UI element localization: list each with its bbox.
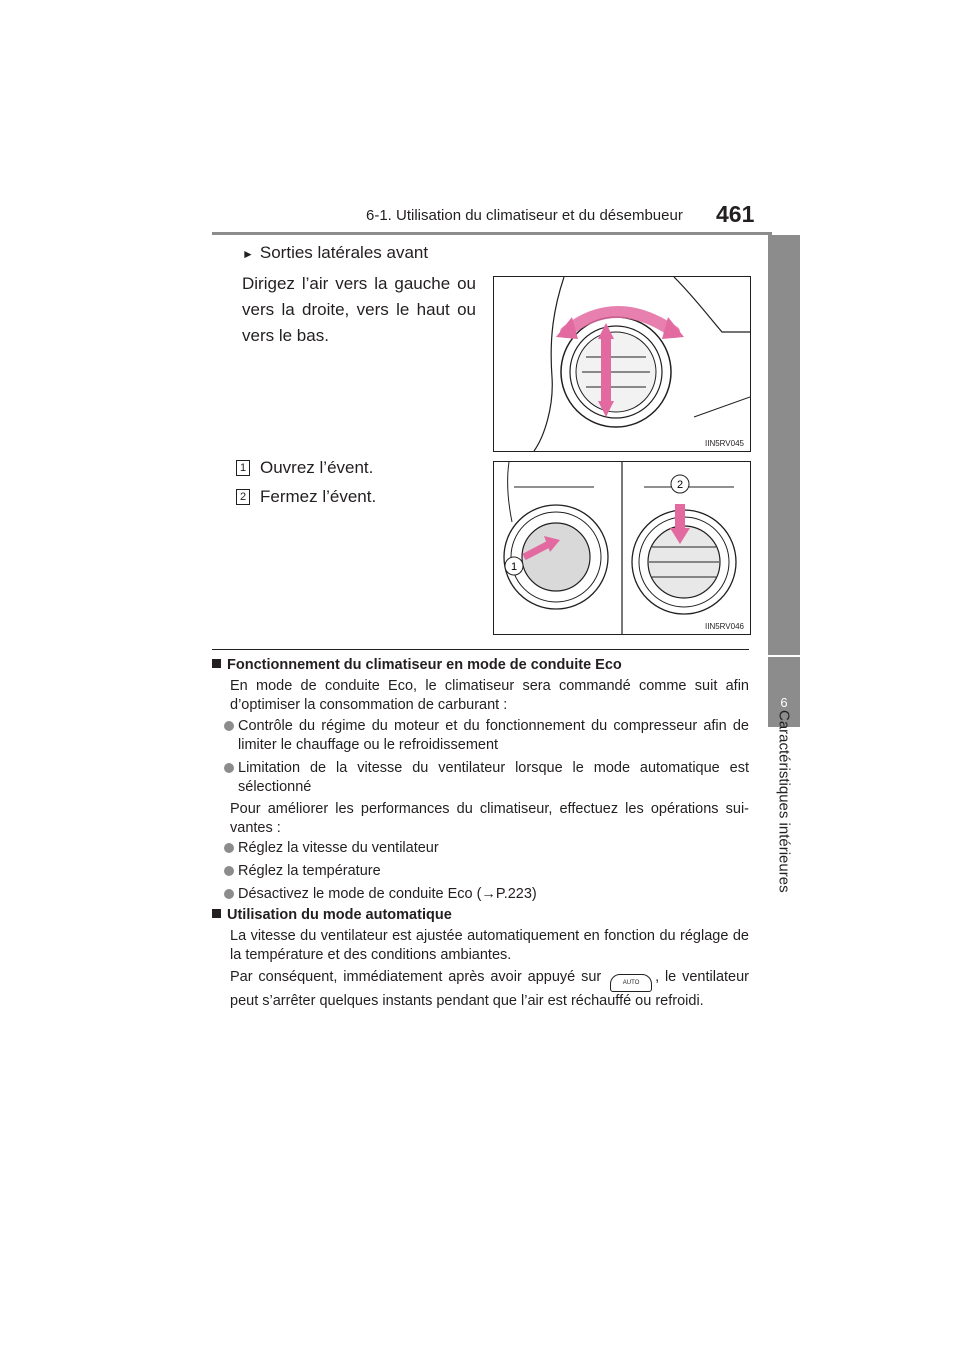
chapter-tab-label: Caractéristiques intérieures	[775, 710, 793, 893]
triangle-bullet-icon: ►	[242, 247, 254, 261]
square-bullet-icon	[212, 909, 221, 918]
chapter-tab-upper	[768, 235, 800, 655]
list-item	[214, 885, 749, 904]
step-number-box: 1	[236, 460, 250, 476]
figure-vent-direction	[493, 276, 751, 452]
auto-button-label: AUTO	[622, 980, 640, 986]
bullet-dot-icon	[224, 866, 234, 876]
heading-auto-mode	[212, 907, 452, 923]
step-number-box: 2	[236, 489, 250, 505]
auto-paragraph-2	[230, 968, 749, 1011]
eco-intro-paragraph: En mode de conduite Eco, le climatiseur sera commandé comme suit afin d’optimiser la consommation de carburant :	[230, 678, 749, 713]
list-item	[214, 839, 749, 858]
subheading-front-side-vents	[242, 243, 428, 263]
auto-paragraph-2-after: , le ventilateur peut s’arrêter quelques instants pendant que l’air est réchauffé ou refroidi.	[230, 969, 749, 1009]
auto-paragraph-2-before: Par conséquent, immédiatement après avoir appuyé sur	[230, 969, 602, 985]
header-divider	[212, 232, 772, 235]
list-item	[214, 717, 749, 755]
step-text: Fermez l’évent.	[260, 487, 377, 506]
callout-2: 2	[676, 479, 684, 491]
bullet-text: Limitation de la vitesse du ventilateur lorsque le mode automatique est sélectionné	[238, 760, 749, 795]
heading-eco-mode	[212, 657, 622, 673]
bullet-text: Réglez la vitesse du ventilateur	[238, 840, 439, 856]
bullet-dot-icon	[224, 721, 234, 731]
auto-button-icon	[610, 974, 652, 992]
bullet-dot-icon	[224, 763, 234, 773]
vent-direction-paragraph: Dirigez l’air vers la gauche ou vers la droite, vers le haut ou vers le bas.	[242, 274, 476, 345]
bullet-text: Réglez la température	[238, 863, 381, 879]
improve-paragraph: Pour améliorer les performances du climatiseur, effectuez les opérations sui-vantes :	[230, 801, 749, 836]
list-item	[214, 862, 749, 881]
open-close-illustration	[494, 462, 750, 634]
subheading-text: Sorties latérales avant	[259, 243, 429, 262]
bullet-dot-icon	[224, 889, 234, 899]
list-item	[214, 759, 749, 797]
bullet-text: Désactivez le mode de conduite Eco (→P.223)	[238, 886, 537, 902]
step-close-vent	[236, 487, 376, 507]
callout-1: 1	[510, 561, 518, 573]
section-divider	[212, 649, 749, 650]
square-bullet-icon	[212, 659, 221, 668]
heading-text: Fonctionnement du climatiseur en mode de conduite Eco	[227, 657, 622, 673]
step-text: Ouvrez l’évent.	[260, 458, 374, 477]
figure-code: IIN5RV046	[705, 622, 744, 631]
chapter-tab-number: 6	[780, 695, 788, 710]
bullet-text: Contrôle du régime du moteur et du fonctionnement du compresseur afin de limiter le chauffage ou le refroidissement	[238, 718, 749, 753]
bullet-dot-icon	[224, 843, 234, 853]
page-number: 461	[716, 201, 755, 227]
chapter-header-title: 6-1. Utilisation du climatiseur et du désembueur	[366, 207, 683, 224]
step-open-vent	[236, 458, 373, 478]
vent-direction-illustration	[494, 277, 750, 451]
figure-code: IIN5RV045	[705, 439, 744, 448]
figure-open-close-vent	[493, 461, 751, 635]
heading-text: Utilisation du mode automatique	[227, 907, 452, 923]
auto-paragraph-1: La vitesse du ventilateur est ajustée automatiquement en fonction du réglage de la température et des conditions ambiantes.	[230, 928, 749, 963]
